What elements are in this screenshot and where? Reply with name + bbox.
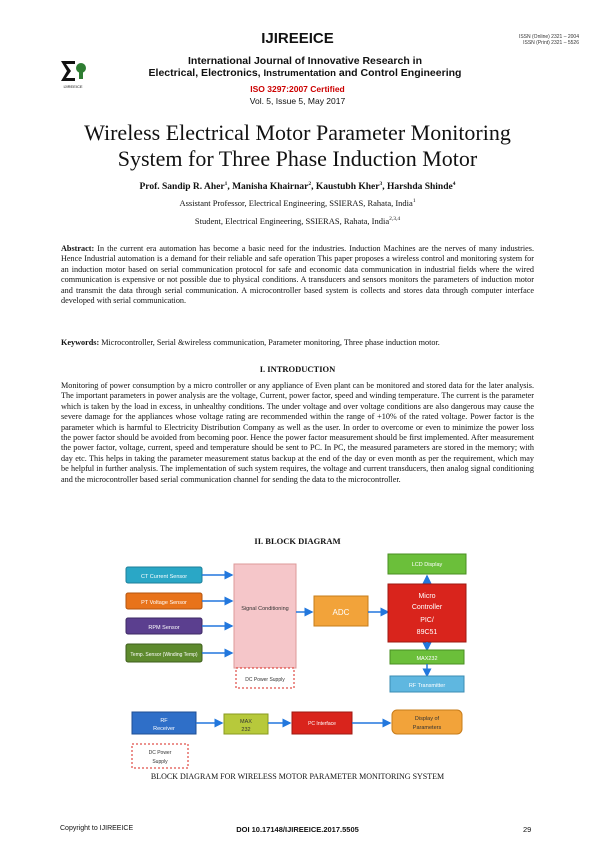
paper-title-line2: System for Three Phase Induction Motor <box>117 146 478 171</box>
max232-bottom-label-2: 232 <box>241 727 251 733</box>
keywords-label: Keywords: <box>61 338 100 347</box>
rpm-sensor-block <box>126 618 202 634</box>
journal-name-line1: International Journal of Innovative Research in <box>188 55 422 67</box>
abstract <box>61 244 534 306</box>
signal-conditioning-label: Signal Conditioning <box>241 606 289 612</box>
adc-label: ADC <box>332 608 350 617</box>
abstract-label: Abstract: <box>61 244 95 253</box>
display-parameters-block <box>392 710 462 734</box>
ct-sensor-block <box>126 567 202 583</box>
adc-block <box>314 596 368 626</box>
affiliation-2: Student, Electrical Engineering, SSIERAS, Rahata, India$^{2,3,4}$ <box>194 216 401 226</box>
rpm-sensor-label: RPM Sensor <box>148 625 180 631</box>
section-heading-introduction: I. INTRODUCTION <box>259 364 336 374</box>
author-sup: 3 <box>379 181 383 187</box>
introduction-text: Monitoring of power consumption by a micro controller or any appliance of Even plant can be monitored and stored data for the later analysis. The important parameters in power analysis are the voltage, Current, power factor, speed and winding temperature. The current is the parameter which is taken by the load in excess, in unhealthy conditions. The under voltage and over voltage conditions are also dangerous may cause the severe damage for the appliances whose voltage rating are recommended within the range of +10% of the rated voltage. Power factor is the parameter which is harmful to Electricity Distribution Company as well as the user. In order to overcome or even to minimize the power loss the power factor should be avoided from becoming poor. Hence the power factor measurement should be first implemented. After measurement the power factor, voltage, current, speed and temperature should be sent to PC. In PC, the measured parameters are stored in the memory; with day etc. This helps in taking the parameter measurement status backup at the end of the day or even month as per the requirement, which may be helpful in further analysis. The implementation of such system requires, the voltage and current transducers, then analog signal conditioning and the microcontroller based serial communication channel for sending the data to the microcontroller. <box>61 381 534 484</box>
issn-print: ISSN (Print) 2321 – 5526 <box>523 40 579 46</box>
author-name: Kaustubh Kher <box>315 182 380 193</box>
max232-top-label: MAX232 <box>416 656 438 662</box>
issn-block <box>519 34 579 46</box>
volume-issue: Vol. 5, Issue 5, May 2017 <box>249 96 346 106</box>
page-number: 29 <box>523 825 532 834</box>
dc-power-supply-bottom <box>132 744 188 768</box>
footer-doi: DOI 10.17148/IJIREEICE.2017.5505 <box>236 825 359 834</box>
display-parameters-label-1: Display of <box>414 716 440 722</box>
microcontroller-label-4: 89C51 <box>416 629 438 636</box>
max232-bottom-block <box>224 714 268 734</box>
microcontroller-block <box>388 584 466 642</box>
author-name: Manisha Khairnar <box>232 182 309 193</box>
dc-power-supply-bottom-label-2: Supply <box>152 759 168 765</box>
rf-receiver-block <box>132 712 196 734</box>
pt-sensor-block <box>126 593 202 609</box>
rf-transmitter-block <box>390 676 464 692</box>
dc-power-supply-top-label: DC Power Supply <box>245 677 285 683</box>
microcontroller-label-2: Controller <box>411 604 443 611</box>
author-name: Harshda Shinde <box>386 182 453 193</box>
microcontroller-label-3: PIC/ <box>420 617 434 624</box>
author-list: Prof. Sandip R. Aher$^1$, Manisha Khairnar$^2$, Kaustubh Kher$^3$, Harshda Shinde$^4$ <box>139 181 456 193</box>
author-sup: 1 <box>224 181 228 187</box>
rf-transmitter-label: RF Transmitter <box>408 683 446 689</box>
author-sup: 4 <box>452 181 456 187</box>
section-heading-block-diagram: II. BLOCK DIAGRAM <box>254 536 341 546</box>
pt-sensor-label: PT Voltage Sensor <box>141 600 187 606</box>
max232-bottom-label-1: MAX <box>240 719 252 725</box>
lcd-display-label: LCD Display <box>411 562 443 568</box>
keywords <box>61 338 534 348</box>
iso-certification: ISO 3297:2007 Certified <box>250 84 345 94</box>
signal-conditioning-block <box>234 564 296 668</box>
microcontroller-label-1: Micro <box>418 593 436 600</box>
figure-caption: BLOCK DIAGRAM FOR WIRELESS MOTOR PARAMETER MONITORING SYSTEM <box>150 772 445 781</box>
keywords-text: Microcontroller, Serial &wireless communication, Parameter monitoring, Three phase induction motor. <box>99 338 440 347</box>
dc-power-supply-top <box>236 668 294 688</box>
issn-online: ISSN (Online) 2321 – 2004 <box>518 34 579 40</box>
ct-sensor-label: CT Current Sensor <box>140 574 188 580</box>
pc-interface-block <box>292 712 352 734</box>
journal-abbreviation: IJIREEICE <box>261 30 334 47</box>
dc-power-supply-bottom-label-1: DC Power <box>148 750 172 756</box>
affiliation-1: Assistant Professor, Electrical Engineering, SSIERAS, Rahata, India$^1$ <box>179 198 416 208</box>
paper-title-line1: Wireless Electrical Motor Parameter Monitoring <box>84 120 511 145</box>
rf-receiver-label-2: Receiver <box>153 726 175 732</box>
author-name: Prof. Sandip R. Aher <box>139 182 225 193</box>
paper-title <box>30 120 565 172</box>
journal-name <box>100 55 510 80</box>
display-parameters-label-2: Parameters <box>412 725 442 731</box>
pc-interface-label: PC Interface <box>308 721 336 727</box>
block-diagram <box>110 552 490 772</box>
abstract-text: In the current era automation has become a basic need for the industries. Induction Machines are the nerves of many industries. Hence Industrial automation is a demand for their reliable and safe operation This paper proposes a wireless control and monitoring system for an induction motor based on serial communication protocol for safe and economic data communication in industrial fields where the wired communication is expensive or not possible due to physical conditions. A transducers and sensors monitors the parameters of induction motor and transmit the data through serial communication. A microcontroller based system is collects and stores data through computer interface developed with serial communication. <box>61 244 534 306</box>
footer-copyright: Copyright to IJIREEICE <box>60 825 134 832</box>
svg-text:IJIREEICE: IJIREEICE <box>63 84 83 89</box>
temp-sensor-block <box>126 644 202 662</box>
author-sup: 2 <box>308 181 312 187</box>
max232-top-block <box>390 650 464 664</box>
temp-sensor-label: Temp. Sensor (Winding Temp) <box>130 652 198 658</box>
journal-name-line2: Electrical, Electronics, Instrumentation and Control Engineering <box>148 67 462 79</box>
rf-receiver-label-1: RF <box>160 718 168 724</box>
lcd-display-block <box>388 554 466 574</box>
